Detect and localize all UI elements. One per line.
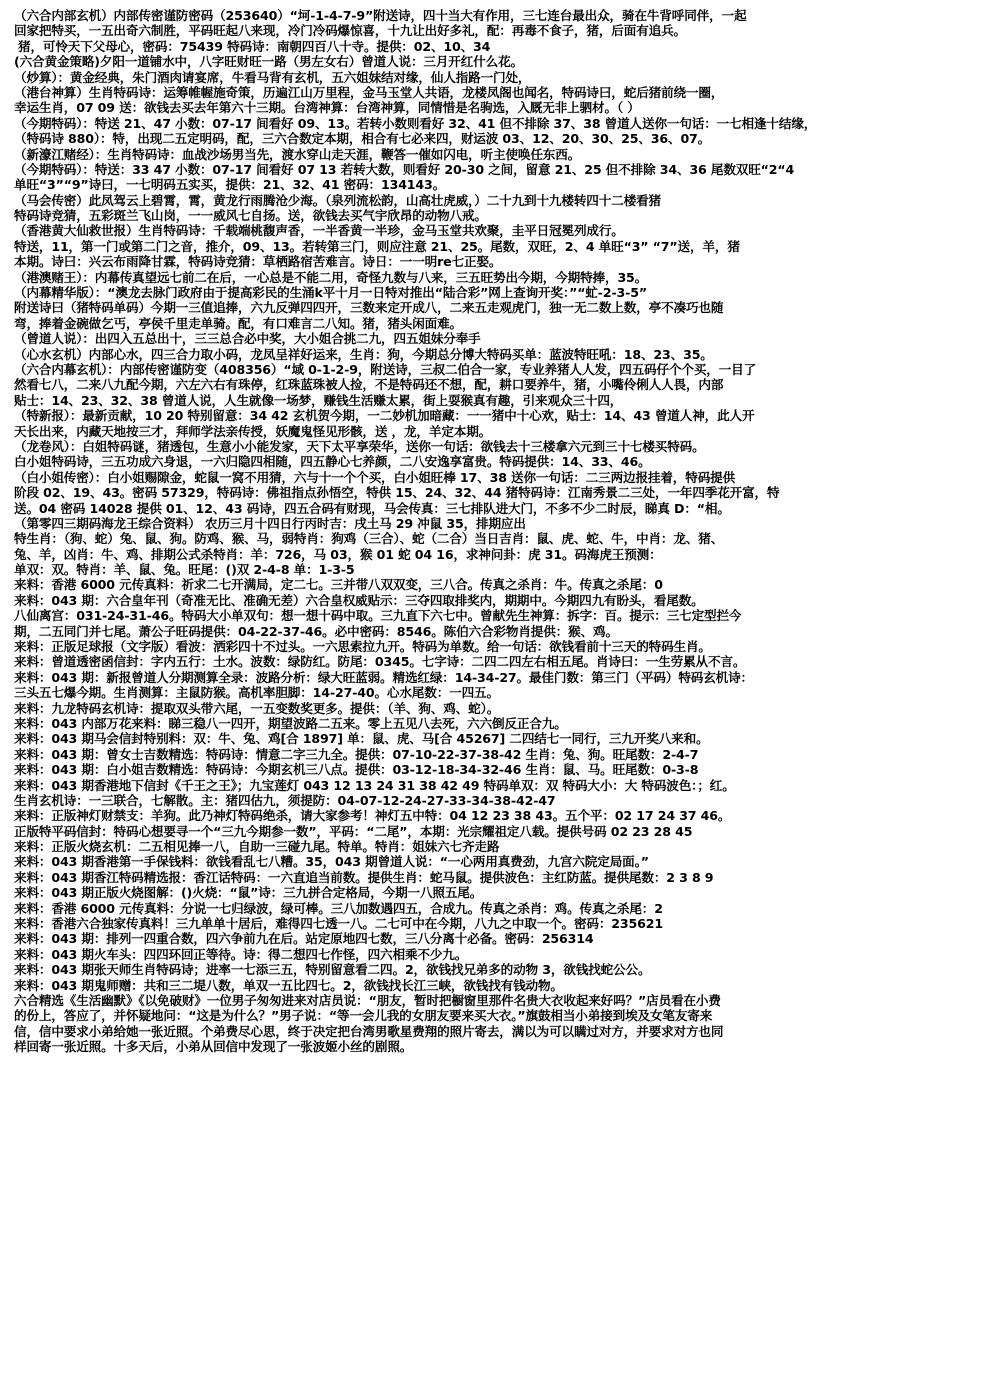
text-line: （新濠江赌经）：生肖特码诗：血战沙场男当先，渡水穿山走天涯，鞭答一催如闪电，听主使唤任东西。 — [14, 146, 581, 162]
text-line: 单双：双。特肖：羊、鼠、兔。旺尾：()双 2-4-8 单：1-3-5 — [14, 562, 355, 578]
text-line: 期，二五同门并七尾。萧公子旺码提供：04-22-37-46。必中密码：8546。陈伯六合彩物肖提供：猴、鸡。 — [14, 623, 618, 639]
text-line: （六合内幕玄机）：内部传密谨防变（408356）“域 0-1-2-9，附送诗，三叔二伯合一家，专业养猪人人发，四五码仔个个买，一目了 — [14, 361, 757, 377]
text-line: 来料：正版足球报（文字版）看波：洒彩四十不过头。一六思索拉九开。特码为单数。给一句话：欲钱看前十三天的特码生肖。 — [14, 639, 711, 655]
text-line: 阶段 02、19、43。密码 57329，特码诗：佛祖指点孙悟空，特供 15、24、32、44 猪特码诗：江南秀景二三处，一年四季花开富，特 — [14, 485, 780, 501]
text-line: 信，信中要求小弟给她一张近照。个弟费尽心思，终于决定把台湾男歌星费翔的照片寄去，满以为可以瞒过对方，并要求对方也同 — [14, 1023, 724, 1039]
text-line: 附送诗曰（猪特码单码）今期一三值追捧，六九反弹四四开，三数来定开成八，二来五走观虎门，独一无二数上数，亭不凑巧也随 — [14, 300, 724, 316]
text-line: 单旺“3”“9”诗曰，一七明码五实买，提供：21、32、41 密码：134143。 — [14, 177, 446, 193]
text-line: 来料：043 期火车头：四四环回正等待。诗：得二想四七作怪，四六相乘不少九。 — [14, 946, 468, 962]
text-line: （心水玄机）内部心水，四三合力取小码，龙凤呈祥好运来，生肖：狗，今期总分博大特码买单：蓝波特旺吼：18、23、35。 — [14, 346, 713, 362]
text-line: （特新报）：最新贡献，10 20 特别留意：34 42 玄机贺今期，一二妙机加暗藏：一一猪中十心欢，贴士：14、43 曾道人神，此人开 — [14, 408, 755, 424]
text-line: 来料：043 期香港地下信封《千王之王》；九宝莲灯 043 12 13 24 31 38 42 49 特码单双：双 特码大小：大 特码波色：；红。 — [14, 777, 735, 793]
text-line: （曾道人说）：出四入五总出十，三三总合必中奖，大小姐合挑二九，四五姐妹分奉手 — [14, 331, 481, 347]
text-line: 来料：正版神灯财禁支：羊狗。此乃神灯特码绝杀，请大家参考！神灯五中特：04 12 23 38 43。五个平：02 17 24 37 46。 — [14, 808, 731, 824]
text-line: 天长出来，内藏天地按三才，拜师学法亲传授，妖魔鬼怪见形骸，送 ，龙，羊定本期。 — [14, 423, 492, 439]
text-line: 来料：043 期香江特码精选报：香江话特码：一六直追当前数。提供生肖：蛇马鼠。提供波色：主红防蓝。提供尾数：2 3 8 9 — [14, 869, 714, 885]
text-line: （六合内部玄机）内部传密谨防密码（253640）“坷-1-4-7-9”附送诗，四十当大有作用，三七连台最出众，骑在牛背呼同伴，一起 — [14, 8, 747, 23]
text-line: 来料：香港 6000 元传真料：分说一七归绿波，绿可棒。三八加数遇四五，合成九。传真之杀肖：鸡。传真之杀尾：2 — [14, 900, 663, 916]
text-line: 回家把特买，一五出奇六制胜，平码旺起八来现，冷门冷码爆惊喜，十九让出好多礼，配：再毒不食子，猪，后面有追兵。 — [14, 23, 686, 39]
text-line: 来料：043 期：曾女士吉数精选：特码诗：情意二字三九全。提供：07-10-22-37-38-42 生肖：兔、狗。旺尾数：2-4-7 — [14, 746, 699, 762]
text-line: 八仙离宫：031-24-31-46。特码大小单双句：想一想十码中取。三九直下六七中。曾献先生神算：拆字：百。提示：三七定型拦今 — [14, 608, 742, 624]
text-line: 三头五七爆今期。生肖测算：主鼠防猴。高机率胆脚：14-27-40。心水尾数：一四五。 — [14, 685, 499, 701]
text-line: 来料：043 期：排列一四重合数，四六争前九在后。站定原地四七数，三八分离十必备。密码：256314 — [14, 931, 594, 947]
text-line: 来料：曾道透密函信封：字内五行：土水。波数：绿防红。防尾：0345。七字诗：二四二四左右相五尾。肖诗曰：一生劳累从不言。 — [14, 654, 746, 670]
text-line: 样回寄一张近照。十多天后，小弟从回信中发现了一张波姬小丝的剧照。 — [14, 1039, 413, 1055]
text-line: 的份上，答应了，并怀疑地问：“这是为什么？”男子说：“等一会儿我的女朋友要来买大衣。”旗鼓相当小弟接到埃及女笔友寄来 — [14, 1008, 713, 1024]
text-line: 幸运生肖，07 09 送：欲钱去买去年第六十三期。台湾神算：台湾神算，同情惜是名驹选，入厩无非上驷材。（ ） — [14, 100, 640, 116]
section-heading: （第零四三期码海龙王综合资料） 农历三月十四日行丙时吉：戌土马 29 冲鼠 35，排期应出 — [14, 515, 526, 531]
text-line: （特码诗 880）：特，出现二五定明码，配，三六合数定本期，相合有七必来四，财运波 03、12、20、30、25、36、07。 — [14, 131, 711, 147]
text-line: 送。04 密码 14028 提供 01、12、43 码诗，四五合码有财现，马会传真：三七排队进大门，不多不少二时辰，睇真 D：“相。 — [14, 500, 730, 516]
text-line: 来料：043 内部万花来料：睇三稳八一四开，期望波路二五来。零上五见八去死，六六倒反正合九。 — [14, 715, 567, 731]
text-line: （内幕精华版）：“澳龙去脉门政府由于提高彩民的生涌k平十月一日特对推出“陆合彩”网上查询开奖：”“虻-2-3-5” — [14, 285, 647, 301]
text-line: 来料：043 期：六合皇年刊（奇准无比、准确无差）六合皇权威贴示：三夺四取排奖内，期期中。今期四九有盼头，看尾数。 — [14, 592, 704, 608]
text-line: 弯，捧着金碗做乞丐，亭侯千里走单骑。配，有口难言二八知。猪，猪头闲面难。 — [14, 315, 462, 331]
text-line: 来料：正版火烧玄机：二五相见捧一八，自助一三碰九尾。特单。特肖：姐妹六七齐走路 — [14, 839, 500, 855]
text-line: 特送，11，第一门或第二门之音，推介，09、13。若转第三门，则应注意 21、25。尾数，双旺，2、4 单旺“3” “7”送，羊，猪 — [14, 238, 740, 254]
text-line: （炒算）：黄金经典，朱门酒肉请宴席，牛看马背有玄机，五六姐妹结对缘，仙人指路一门处， — [14, 69, 531, 85]
text-line: 六合精选《生活幽默》《以免破财》一位男子匆匆进来对店员说：“朋友，暂时把橱窗里那件名贵大衣收起来好吗？”店员看在小费 — [14, 993, 721, 1008]
text-line: 来料：043 期马会信封特别料：双：牛、兔、鸡[合 1897] 单：鼠、虎、马[合 45267] 二四结七一同行，三九开奖八来和。 — [14, 731, 709, 747]
text-line: （香港黄大仙救世报）生肖特码诗：千载端桃馥声香，一半香黄一半珍，金马玉堂共欢聚，圭平日冠冕列成行。 — [14, 223, 624, 239]
text-line — [14, 1055, 971, 1070]
text-line: 来料：香港六合独家传真料！三九单单十居后，难得四七透一八。二七可中在今期，八九之中取一个。密码：235621 — [14, 916, 663, 932]
text-line: 本期。诗曰：兴云布雨降甘霖，特码诗竞猜：草栖路宿苦难言。诗日：一一明re七正娶。 — [14, 254, 502, 270]
text-line: 贴士：14、23、32、38 曾道人说，人生就像一场梦，赚钱生活赚太累，街上耍猴真有趣，引来观众三十四， — [14, 392, 623, 408]
text-line: 生肖玄机诗：一三联合，七解散。主：猪四估九，须提防：04-07-12-24-27-33-34-38-42-47 — [14, 792, 556, 808]
text-line: 正版特平码信封：特码心想要寻一个“三九今期参一数”，平码：“二尾”，本期：光宗耀祖定八载。提供号码 02 23 28 45 — [14, 823, 693, 839]
text-line: （今期特码）：特送：33 47 小数：07-17 间看好 07 13 若转大数，则看好 20-30 之间，留意 21、25 但不排除 34、36 尾数双旺“2“4 — [14, 161, 795, 177]
text-line: 来料：043 期香港第一手保钱料：欲钱看乱七八糟。35，043 期曾道人说：“一心两用真费劲，九宫六院定局面。” — [14, 854, 649, 870]
text-line: （今期特码）：特送 21、47 小数：07-17 间看好 09、13。若转小数则看好 32、41 但不排除 37、38 曾道人送你一句话：一七相逢十结缘， — [14, 115, 817, 131]
text-line: (六合黄金策略)夕阳一道铺水中，八字旺财旺一路（男左女右）曾道人说：三月开红什么花。 — [14, 54, 523, 70]
text-line: （马会传密）此凤驾云上碧霄，霄，黄龙行雨腾沧少海。（泉列流松韵，山高壮虎威，）二十九到十九楼转四十二楼看猪 — [14, 192, 661, 208]
text-line: 特生肖：（狗、蛇）兔、鼠、狗。防鸡、猴、马，弱特肖：狗鸡（三合）、蛇（二合）当日吉肖：鼠、虎、蛇、牛，中肖：龙、猪、 — [14, 531, 724, 547]
text-line: 猪，可怜天下父母心，密码：75439 特码诗：南朝四百八十寺。提供：02、10、34 — [18, 38, 491, 54]
text-line: 来料：043 期鬼师赠：共和三二堤八数，单双一五比四七。2，欲钱找长江三峡，欲钱找有钱动物。 — [14, 977, 563, 993]
text-line: （白小姐传密）：白小姐赐隙金，蛇鼠一窝不用猜，六与十一个个买，白小姐旺棒 17、38 送你一句话：二三两边报挂着，特码提供 — [14, 469, 736, 485]
text-line: （龙卷风）：白姐特码谜，猪透包，生意小小能发家，天下太平享荣华，送你一句话：欲钱去十三楼拿六元到三十七楼买特码。 — [14, 438, 705, 454]
text-line: 特码诗竞猜，五彩斑兰飞山岗，一一威风七自扬。送，欲钱去买气宇欣昂的动物八戒。 — [14, 208, 487, 224]
text-line: （港澳赌王）：内幕传真望远七前二在后，一心总是不能二用，奇怪九数与八来，三五旺势出今期，今期特捧，35。 — [14, 269, 648, 285]
text-line: 来料：九龙特码玄机诗：提取双头带六尾，一五变数奖更多。提供：（羊、狗、鸡、蛇）。 — [14, 700, 500, 716]
text-line: 兔、羊，凶肖：牛、鸡、排期公式杀特肖：羊：726，马 03，猴 01 蛇 04 16，求神问卦：虎 31。码海虎王预测： — [14, 546, 662, 562]
text-line: 白小姐特码诗，三五功成六身退，一六归隐四相随，四五静心七养颜，二八安逸享富贵。特码提供：14、33、46。 — [14, 454, 651, 470]
text-line: 来料：043 期：新报曾道人分期测算全录：波路分析：绿大旺蓝弱。精选红绿：14-34-27。最佳门数：第三门（平码）特码玄机诗： — [14, 669, 753, 685]
text-line: 来料：043 期：白小姐吉数精选：特码诗：今期玄机三八点。提供：03-12-18-34-32-46 生肖：鼠、马。旺尾数：0-3-8 — [14, 762, 699, 778]
text-line: 来料：043 期正版火烧图解：()火烧：“鼠”诗：三九拼合定格局，今期一八照五尾。 — [14, 885, 483, 901]
text-line: （港台神算）生肖特码诗：运筹帷幄施奇策，历遍江山万里程，金马玉堂人共语，龙楼凤阁也闻名，特码诗曰，蛇后猪前绕一圈， — [14, 84, 724, 100]
text-line: 来料：香港 6000 元传真料：祈求二七开满局，定二七。三并带八双双变，三八合。传真之杀肖：牛。传真之杀尾：0 — [14, 577, 663, 593]
text-line: 然看七八，二来八九配今期，六左六右有珠停，红珠蓝珠被人捡，不是特码还不想，配，耕口要养牛，猪，小嘴伶俐人人畏，内部 — [14, 377, 724, 393]
text-line: 来料：043 期张天师生肖特码诗；进率一七添三五，特别留意看二四。2，欲钱找兄弟多的动物 3，欲钱找蛇公公。 — [14, 962, 651, 978]
